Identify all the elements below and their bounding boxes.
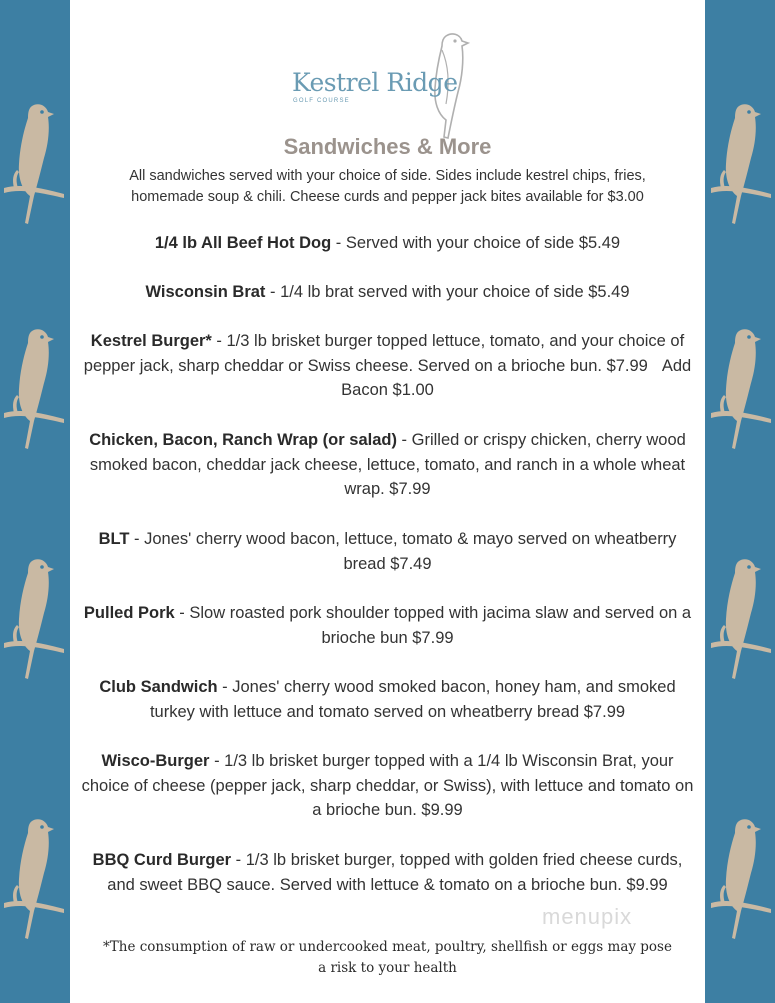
disclaimer: *The consumption of raw or undercooked meat, poultry, shellfish or eggs may pose a risk to your health [103, 939, 672, 976]
kestrel-bird-icon [4, 815, 66, 945]
item-description: - Slow roasted pork shoulder topped with jacima slaw and served on a brioche bun $7.99 [174, 604, 692, 647]
item-description: - Jones' cherry wood bacon, lettuce, tomato & mayo served on wheatberry bread $7.49 [129, 530, 677, 573]
logo-subtitle: GOLF COURSE [293, 98, 350, 104]
menu-item [78, 231, 697, 256]
logo-name: Kestrel Ridge [292, 68, 458, 97]
menu-item [78, 848, 697, 897]
item-description: - 1/4 lb brat served with your choice of side $5.49 [265, 283, 630, 301]
item-name: Wisconsin Brat [145, 283, 266, 301]
intro-text: All sandwiches served with your choice of side. Sides include kestrel chips, fries, homemade soup & chili. Cheese curds and pepper jack bites available for $3.00 [129, 168, 646, 205]
kestrel-bird-icon [711, 325, 773, 455]
item-description: - 1/3 lb brisket burger, topped with golden fried cheese curds, and sweet BBQ sauce. Served with lettuce & tomato on a brioche bun. $9.99 [107, 851, 683, 894]
item-name: 1/4 lb All Beef Hot Dog [154, 234, 332, 252]
section-title: Sandwiches & More [283, 134, 492, 159]
kestrel-bird-icon [711, 100, 773, 230]
item-description: - Grilled or crispy chicken, cherry wood smoked bacon, cheddar jack cheese, lettuce, tomato, and ranch in a whole wheat wrap. $7.99 [89, 431, 686, 499]
menu-item [78, 749, 697, 823]
item-description: - 1/3 lb brisket burger topped with a 1/4 lb Wisconsin Brat, your choice of cheese (pepper jack, sharp cheddar, or Swiss), with lettuce and tomato on a brioche bun. $9.99 [81, 752, 694, 820]
right-decor-band [705, 0, 775, 1003]
item-name: Chicken, Bacon, Ranch Wrap (or salad) [89, 431, 397, 449]
menu-item [78, 675, 697, 724]
item-description: - Served with your choice of side $5.49 [331, 234, 621, 252]
item-extra: Add Bacon $1.00 [341, 356, 692, 400]
menu-item [78, 280, 697, 305]
kestrel-bird-icon [711, 815, 773, 945]
item-name: Wisco-Burger [101, 752, 210, 770]
item-description: - Jones' cherry wood smoked bacon, honey ham, and smoked turkey with lettuce and tomato served on wheatberry bread $7.99 [149, 678, 676, 721]
kestrel-bird-icon [4, 100, 66, 230]
menu-item [78, 527, 697, 576]
kestrel-bird-icon [4, 555, 66, 685]
item-name: Pulled Pork [83, 604, 175, 622]
kestrel-bird-icon [711, 555, 773, 685]
watermark: menupix [542, 904, 633, 929]
menu-item [78, 601, 697, 650]
item-name: BLT [98, 530, 130, 548]
left-decor-band [0, 0, 70, 1003]
menu-item [78, 329, 697, 403]
item-name: Kestrel Burger* [90, 332, 212, 350]
item-name: Club Sandwich [99, 678, 218, 696]
menu-item [78, 428, 697, 502]
logo [280, 30, 500, 142]
item-name: BBQ Curd Burger [92, 851, 232, 869]
kestrel-bird-icon [4, 325, 66, 455]
menu-page [70, 0, 705, 1003]
item-description: - 1/3 lb brisket burger topped lettuce, tomato, and your choice of pepper jack, sharp cheddar or Swiss cheese. Served on a brioche bun. $7.99 [83, 332, 685, 375]
